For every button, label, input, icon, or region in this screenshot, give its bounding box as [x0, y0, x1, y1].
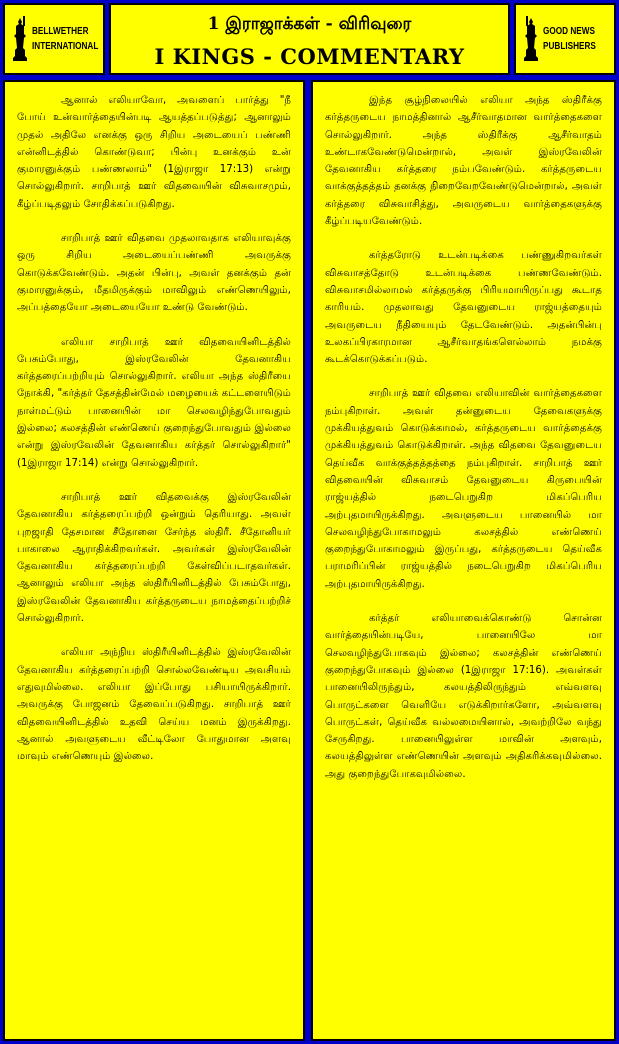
page-title-tamil: 1 இராஜாக்கள் - விரிவுரை — [207, 14, 412, 34]
page-title-english: I KINGS - COMMENTARY — [154, 44, 465, 69]
paragraph: எலியா அந்நிய ஸ்திரீயினிடத்தில் இஸ்ரவேலின் தேவனாகிய கர்த்தரைப்பற்றி சொல்லவேண்டிய அவசியம் எதுவுமில்லை. எலியா இப்போது பசியாயிருக்கிறார். அவருக்கு போஜனம் தேவைப்படுகிறது. சாறிபாத் ஊர் விதவையினிடத்தில் உதவி செய்ய மனம் இருக்கிறது. ஆனால் அவளுடைய வீட்டிலோ போதுமான அளவு மாவும் எண்ணெயும் இல்லை. — [17, 647, 291, 763]
paragraph: சாறிபாத் ஊர் விதவைக்கு இஸ்ரவேலின் தேவனாகிய கர்த்தரைப்பற்றி ஒன்றும் தெரியாது. அவள் புறஜாதி தேசமான சீதோனை சேர்ந்த ஸ்திரீ. சீதோனியர் பாகாலை ஆராதிக்கிறவர்கள். அவர்கள் இஸ்ரவேலின் தேவனாகிய கர்த்தரைப்பற்றி கேள்விப்படாதவர்கள். ஆனாலும் எலியா அந்த ஸ்திரீயினிடத்தில் பேசும்போது, இஸ்ரவேலின் தேவனாகிய கர்த்தருடைய நாமத்தைப்பற்றிச் சொல்லுகிறார். — [17, 491, 291, 625]
logo-right-text: GOOD NEWS PUBLISHERS — [543, 26, 596, 52]
paragraph: எலியா சாறிபாத் ஊர் விதவையினிடத்தில் பேசும்போது, இஸ்ரவேலின் தேவனாகிய கர்த்தரைப்பற்றியும் சொல்லுகிறார். எலியா அந்த ஸ்திரீயை நோக்கி, "கர்த்தர் தேசத்தின்மேல் மழையைக் கட்டளையிடும் நாள்மட்டும் பானையின் மா செலவழிந்துபோவதும் இல்லை; கலசத்தின் எண்ணெய் குறைந்துபோவதும் இல்லை என்று இஸ்ரவேலின் தேவனாகிய கர்த்தர் சொல்லுகிறார்" (1இராஜா 17:14) என்று சொல்லுகிறார். — [17, 336, 291, 469]
paragraph: சாறிபாத் ஊர் விதவை எலியாவின் வார்த்தைகளை நம்புகிறாள். அவள் தன்னுடைய தேவைகளுக்கு முக்கியத்துவம் கொடுக்காமல், கர்த்தருடைய வார்த்தைக்கு முக்கியத்துவம் கொடுக்கிறாள். அந்த விதவை தேவனுடைய தெய்வீக வாக்குத்தத்தத்தை நம்புகிறாள். சாறிபாத் ஊர் விதவையின் விசுவாசம் தேவனுடைய கிருபையின் ராஜ்யத்தில் நடைபெறுகிற மிகப்பெரிய அற்புதமாயிருக்கிறது. அவளுடைய பானையில் மா செலவழிந்துபோகாமலும் கலசத்தில் எண்ணெய் குறைந்துபோகாமலும் இருப்பது, கர்த்தருடைய தெய்வீக பராமரிப்பின் ராஜ்யத்தில் நடைபெறுகிற மிகப்பெரிய அற்புதமாயிருக்கிறது. — [325, 388, 602, 590]
bellwether-logo — [3, 3, 105, 75]
paragraph: இந்த சூழ்நிலையில் எலியா அந்த ஸ்திரீக்கு கர்த்தருடைய நாமத்தினால் ஆசீர்வாதமான வார்த்தைகளை சொல்லுகிறார். அந்த ஸ்திரீக்கு ஆசீர்வாதம் உண்டாகவேண்டுமென்றால், அவள் இஸ்ரவேலின் தேவனாகிய கர்த்தரை நம்பவேண்டும். கர்த்தருடைய வாக்குத்தத்தம் தனக்கு நிறைவேறவேண்டுமென்றால், அவள் கர்த்தரை விசுவாசித்து, அவருடைய வார்த்தைகளுக்கு கீழ்ப்படியவேண்டும். — [325, 95, 602, 228]
paragraph: கர்த்தரோடு உடன்படிக்கை பண்ணுகிறவர்கள் விசுவாசத்தோடு உடன்படிக்கை பண்ணவேண்டும். விசுவாசமில்லாமல் கர்த்தருக்கு பிரியமாயிருப்பது கூடாத காரியம். முதலாவது தேவனுடைய ராஜ்யத்தையும் அவருடைய நீதியையும் தேடவேண்டும். அதன்பின்பு உலகப்பிரகாரமான ஆசீர்வாதங்களெல்லாம் நமக்கு கூடக்கொடுக்கப்படும். — [325, 250, 602, 366]
right-column — [311, 80, 616, 1041]
paragraph: ஆனால் எலியாவோ, அவளைப் பார்த்து "நீ போய் உன்வார்த்தையின்படி ஆயத்தப்படுத்து; ஆனாலும் முதல் அதிலே எனக்கு ஒரு சிறிய அடையைப் பண்ணி என்னிடத்தில் கொண்டுவா; பின்பு உனக்கும் உன் குமாரனுக்கும் பண்ணலாம்" (1இராஜா 17:13) என்று சொல்லுகிறார். சாறிபாத் ஊர் விதவையின் விசுவாசமும், கீழ்ப்படிதலும் சோதிக்கப்படுகிறது. — [17, 95, 291, 210]
good-news-logo — [514, 3, 616, 75]
left-column — [3, 80, 305, 1041]
title-box — [109, 3, 510, 75]
paragraph: கர்த்தர் எலியாவைக்கொண்டு சொன்ன வார்த்தையின்படியே, பானையிலே மா செலவழிந்துபோகவும் இல்லை; கலசத்தின் எண்ணெய் குறைந்துபோகவும் இல்லை (1இராஜா 17:16). அவள்கள் பானையிலிருந்தும், கலயத்திலிருந்தும் எவ்வளவு பொருட்களை வெளியே எடுக்கிறார்களோ, அவ்வளவு பொருட்கள், தெய்வீக வல்லமையினால், அவற்றிலே வந்து சேருகிறது. பானையிலுள்ள மாவின் அளவும், கலயத்திலுள்ள எண்ணெயின் அளவும் அதிகரிக்கவுமில்லை. அது குறைந்துபோகவுமில்லை. — [325, 613, 602, 780]
paragraph: சாறிபாத் ஊர் விதவை முதலாவதாக எலியாவுக்கு ஒரு சிறிய அடையைப்பண்ணி அவருக்கு கொடுக்கவேண்டும். அதன் பின்பு, அவள் தனக்கும் தன் குமாரனுக்கும், மீதமிருக்கும் மாவிலும் எண்ணெயிலும், அப்பத்தையோ அடையையோ உண்டு வேண்டும். — [17, 233, 291, 314]
statue-icon — [522, 16, 540, 62]
logo-left-text: BELLWETHER INTERNATIONAL — [32, 26, 99, 52]
statue-icon — [11, 16, 29, 62]
